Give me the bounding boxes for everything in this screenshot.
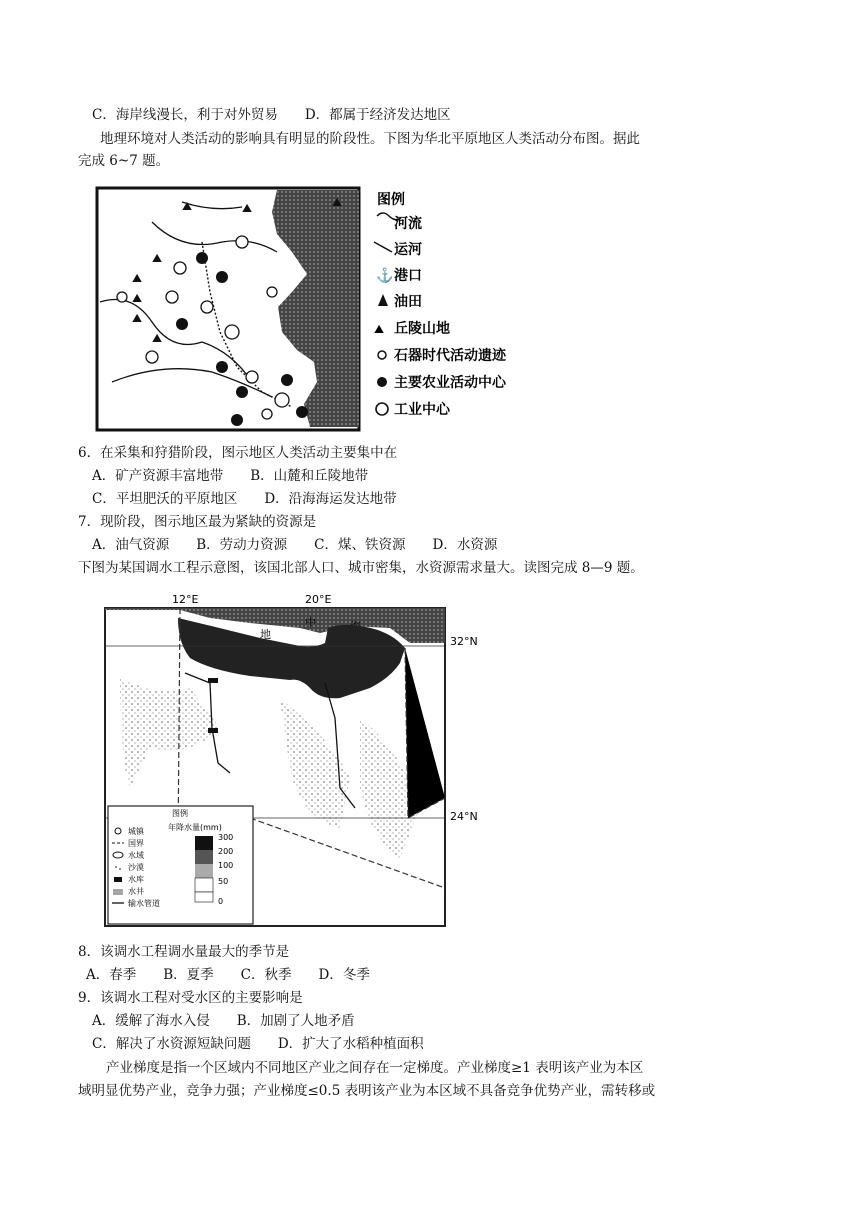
para-industry-gradient-1: 产业梯度是指一个区域内不同地区产业之间存在一定梯度。产业梯度≥1 表明该产业为本区 — [106, 1060, 644, 1076]
para-industry-gradient-2: 域明显优势产业，竞争力强；产业梯度≤0.5 表明该产业为本区域不具备竞争优势产业，需转移或 — [78, 1083, 656, 1099]
legend-pipeline: 输水管道 — [128, 899, 160, 908]
legend-canal: 运河 — [394, 242, 422, 258]
water-transfer-map — [100, 588, 500, 928]
lon-12: 12°E — [172, 593, 199, 606]
precip-100: 100 — [218, 861, 234, 870]
svg-text:⛰: ⛰ — [132, 271, 143, 285]
q5-options-cd: C．海岸线漫长，利于对外贸易 D．都属于经济发达地区 — [92, 107, 451, 123]
legend-port: 港口 — [394, 268, 422, 284]
legend-industry: 工业中心 — [394, 402, 450, 418]
q9-stem: 9．该调水工程对受水区的主要影响是 — [78, 990, 303, 1006]
north-china-plain-map — [92, 182, 562, 434]
precip-title: 年降水量(mm) — [168, 823, 222, 832]
precip-300: 300 — [218, 833, 234, 842]
legend-border: 国界 — [128, 839, 144, 848]
intro-8-9: 下图为某国调水工程示意图，该国北部人口、城市密集，水资源需求量大。读图完成 8—9 题。 — [78, 560, 644, 576]
q7-stem: 7．现阶段，图示地区最为紧缺的资源是 — [78, 514, 317, 530]
q6-options-ab: A．矿产资源丰富地带 B．山麓和丘陵地带 — [92, 468, 369, 484]
legend-oilfield: 油田 — [394, 294, 422, 310]
svg-text:⛰: ⛰ — [182, 199, 193, 213]
legend-well: 水井 — [128, 887, 144, 896]
svg-text:⛰: ⛰ — [152, 251, 163, 265]
sea-char-1: 地 — [260, 628, 271, 641]
legend-town: 城镇 — [128, 827, 144, 836]
lon-20: 20°E — [305, 593, 332, 606]
legend-stone-age: 石器时代活动遗迹 — [394, 348, 506, 364]
sea-char-2: 中 — [305, 616, 316, 629]
precip-0: 0 — [218, 897, 224, 906]
q8-options: A．春季 B．夏季 C．秋季 D．冬季 — [86, 967, 370, 983]
svg-text:⛰: ⛰ — [152, 331, 163, 345]
intro-6-7-line1: 地理环境对人类活动的影响具有明显的阶段性。下图为华北平原地区人类活动分布图。据此 — [100, 131, 640, 147]
precip-200: 200 — [218, 847, 234, 856]
lat-24: 24°N — [450, 810, 478, 823]
svg-text:⛰: ⛰ — [132, 291, 143, 305]
svg-text:⛰: ⛰ — [374, 322, 385, 336]
svg-text:⛰: ⛰ — [242, 201, 253, 215]
lat-32: 32°N — [450, 635, 478, 648]
q6-options-cd: C．平坦肥沃的平原地区 D．沿海海运发达地带 — [92, 491, 397, 507]
legend-reservoir: 水库 — [128, 875, 144, 884]
map2-legend-title: 图例 — [172, 809, 188, 818]
legend-water: 水域 — [128, 851, 144, 860]
q9-options-cd: C．解决了水资源短缺问题 D．扩大了水稻种植面积 — [92, 1036, 424, 1052]
precip-50: 50 — [218, 877, 229, 886]
svg-text:⛰: ⛰ — [132, 311, 143, 325]
legend-hills: 丘陵山地 — [394, 321, 450, 337]
intro-6-7-line2: 完成 6~7 题。 — [78, 153, 170, 169]
q8-stem: 8．该调水工程调水量最大的季节是 — [78, 944, 290, 960]
legend-river: 河流 — [394, 216, 422, 232]
legend-desert: 沙漠 — [128, 863, 144, 872]
q6-stem: 6．在采集和狩猎阶段，图示地区人类活动主要集中在 — [78, 445, 398, 461]
q7-options: A．油气资源 B．劳动力资源 C．煤、铁资源 D．水资源 — [92, 537, 498, 553]
legend-agriculture: 主要农业活动中心 — [394, 375, 506, 391]
map1-legend-title: 图例 — [377, 192, 405, 208]
svg-text:⛰: ⛰ — [332, 195, 343, 209]
q9-options-ab: A．缓解了海水入侵 B．加剧了人地矛盾 — [92, 1013, 355, 1029]
svg-text:⚓: ⚓ — [376, 268, 394, 284]
